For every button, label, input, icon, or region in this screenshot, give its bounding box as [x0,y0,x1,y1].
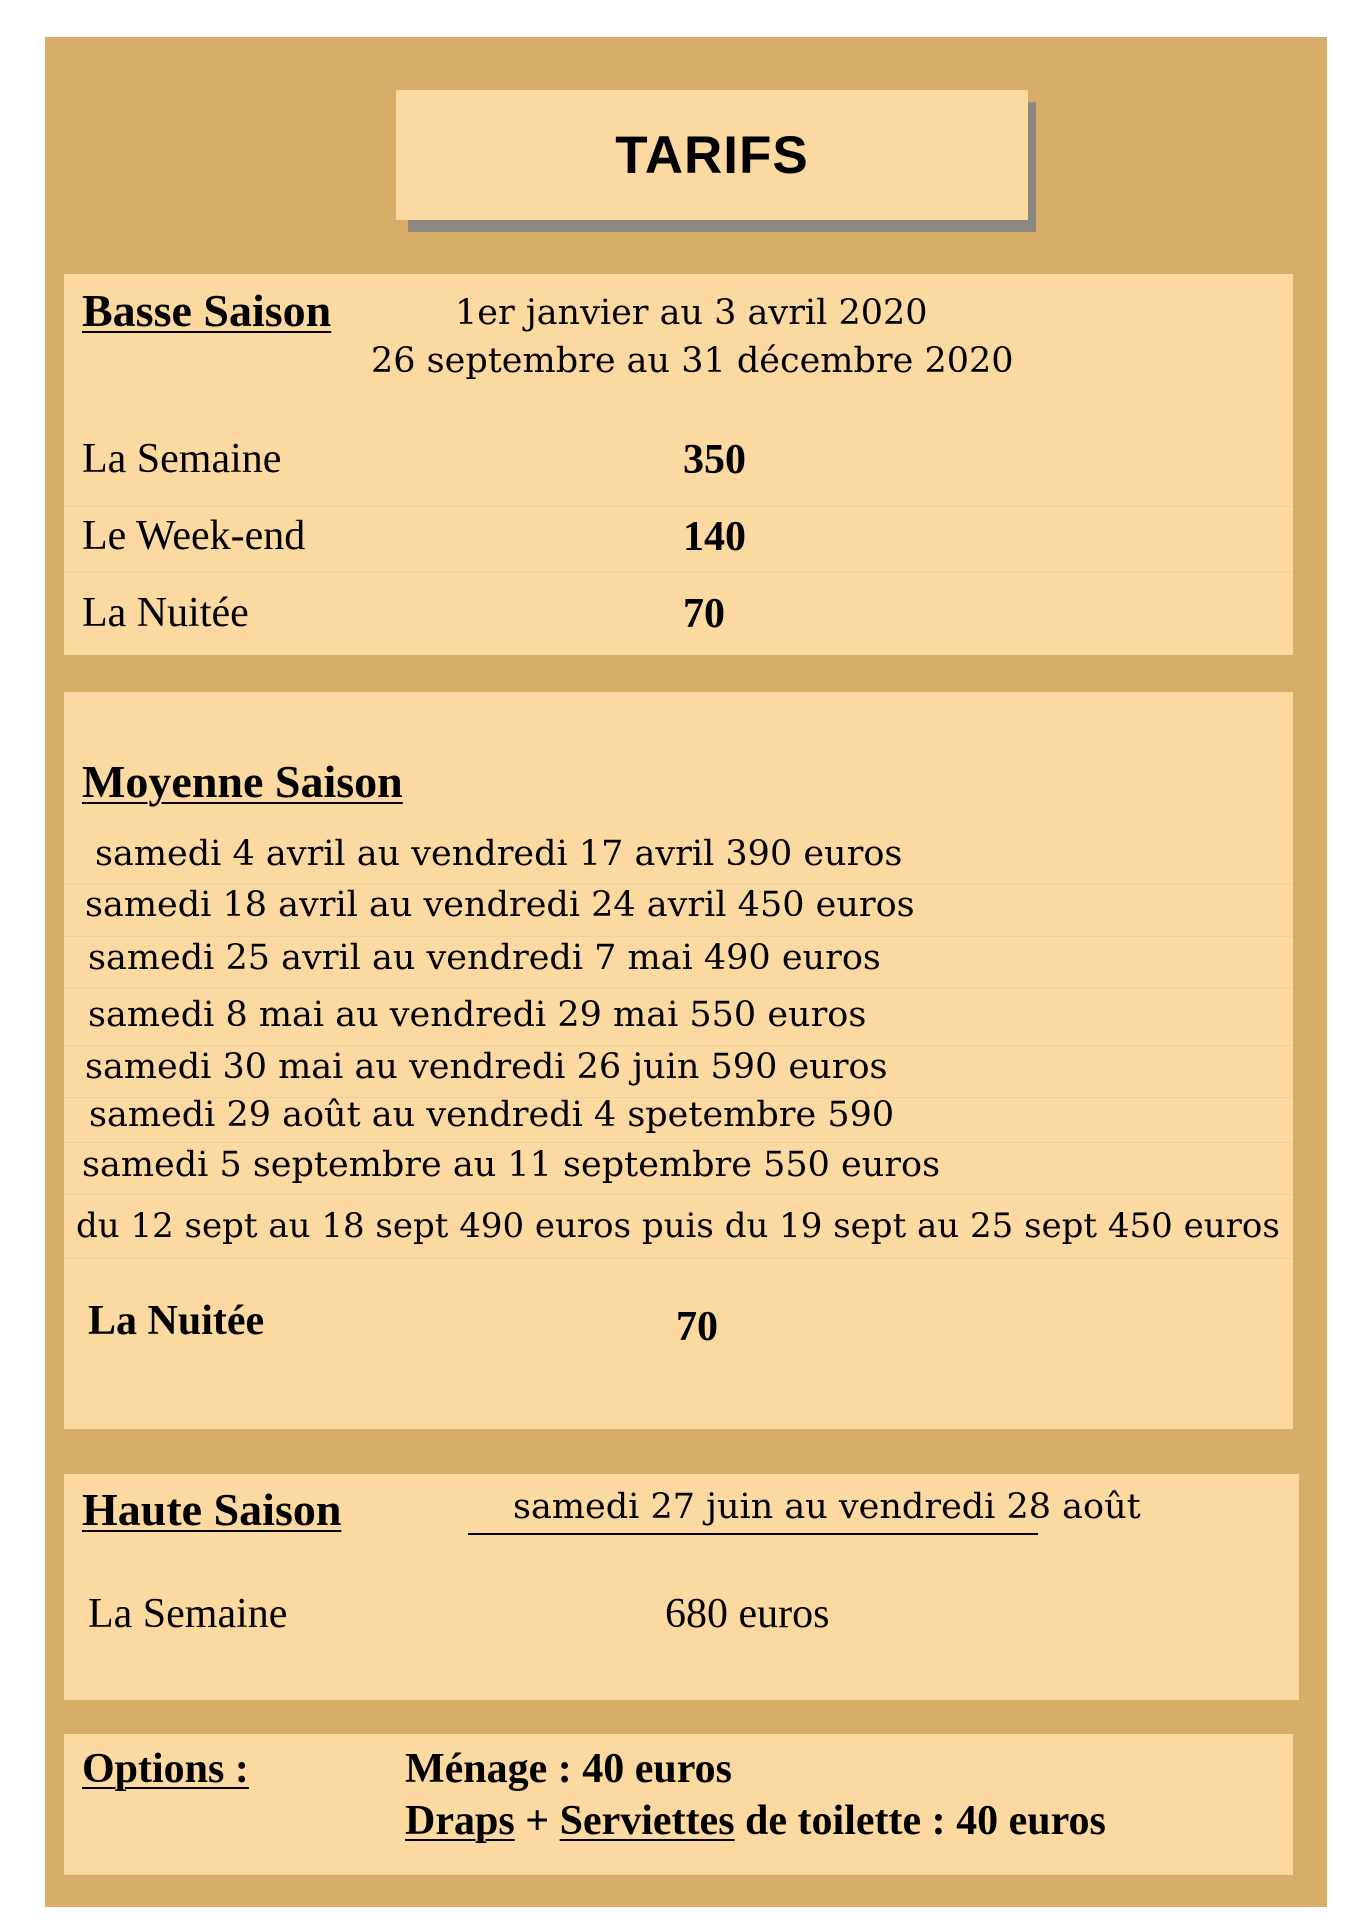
moyenne-line: samedi 30 mai au vendredi 26 juin 590 euros [85,1047,888,1087]
basse-saison-heading: Basse Saison [82,285,332,336]
basse-nuitee-label: La Nuitée [82,590,249,636]
option-draps: Draps [405,1798,515,1844]
moyenne-line: samedi 5 septembre au 11 septembre 550 euros [82,1145,941,1185]
moyenne-row-divider [64,1194,1293,1195]
haute-saison-date-rule [468,1533,1038,1535]
basse-semaine-label: La Semaine [82,436,282,482]
haute-saison-dates: samedi 27 juin au vendredi 28 août [513,1487,1141,1527]
moyenne-nuitee-label: La Nuitée [88,1298,265,1344]
option-menage: Ménage : 40 euros [405,1746,732,1792]
option-linge-suffix: de toilette : 40 euros [745,1798,1106,1844]
basse-nuitee-value: 70 [683,591,725,637]
moyenne-line: du 12 sept au 18 sept 490 euros puis du 19 sept au 25 sept 450 euros [76,1206,1280,1246]
basse-saison-dates-1: 1er janvier au 3 avril 2020 [455,293,928,333]
basse-semaine-value: 350 [683,437,746,483]
title-box [396,90,1028,220]
moyenne-row-divider [64,988,1293,989]
basse-row-divider [64,572,1293,573]
moyenne-line: samedi 18 avril au vendredi 24 avril 450 euros [85,885,915,925]
haute-semaine-value: 680 euros [665,1591,830,1637]
page-title: TARIFS [615,125,809,185]
option-linge [405,1797,1106,1845]
basse-weekend-label: Le Week-end [82,513,306,559]
options-heading: Options : [82,1746,249,1792]
basse-saison-dates-2: 26 septembre au 31 décembre 2020 [371,341,1014,381]
option-plus: + [525,1798,550,1844]
option-serviettes: Serviettes [559,1798,735,1844]
moyenne-line: samedi 25 avril au vendredi 7 mai 490 euros [88,938,881,978]
moyenne-row-divider [64,936,1293,937]
haute-semaine-label: La Semaine [88,1591,288,1637]
moyenne-nuitee-value: 70 [676,1304,718,1350]
moyenne-line: samedi 4 avril au vendredi 17 avril 390 euros [95,834,903,874]
moyenne-line: samedi 8 mai au vendredi 29 mai 550 euros [88,995,867,1035]
basse-weekend-value: 140 [683,514,746,560]
moyenne-row-divider [64,1258,1293,1259]
haute-saison-heading: Haute Saison [82,1484,342,1535]
moyenne-row-divider [64,1045,1293,1046]
moyenne-row-divider [64,1142,1293,1143]
moyenne-saison-heading: Moyenne Saison [82,756,403,807]
moyenne-line: samedi 29 août au vendredi 4 spetembre 590 [89,1095,895,1135]
basse-row-divider [64,506,1293,507]
